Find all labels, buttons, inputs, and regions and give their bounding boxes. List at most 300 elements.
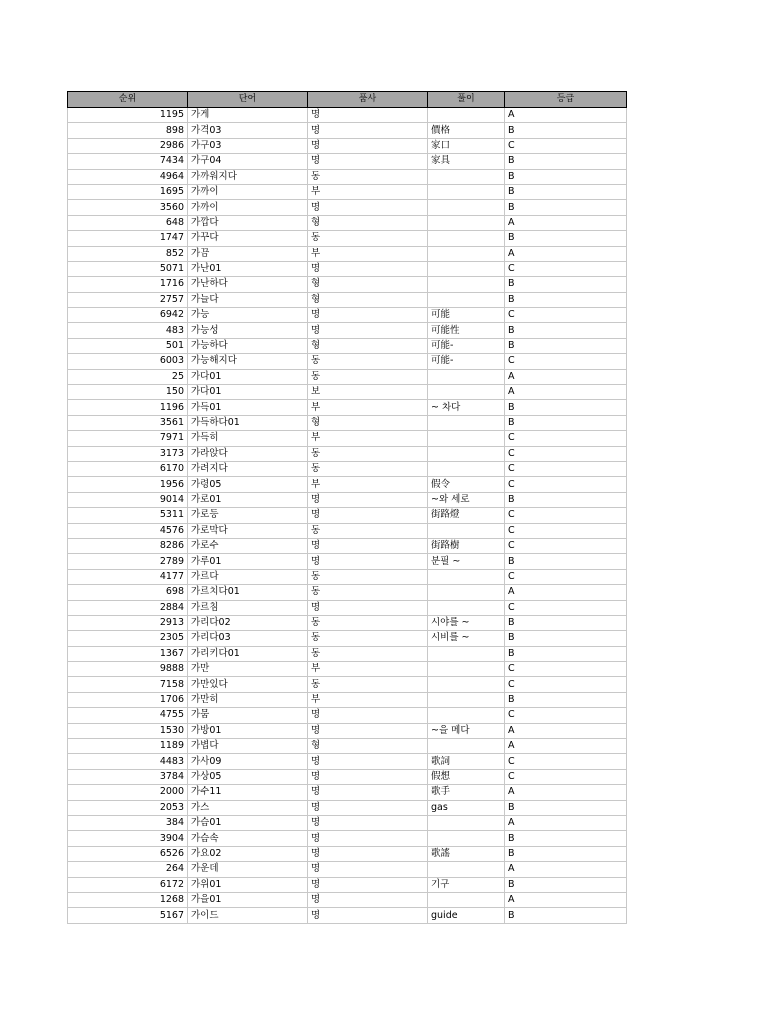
table-row — [68, 292, 627, 307]
cell-pos[interactable]: 동 — [308, 231, 428, 246]
cell-word[interactable]: 가르다 — [188, 569, 308, 584]
cell-gloss[interactable]: 街路樹 — [428, 538, 505, 553]
header-word[interactable]: 단어 — [188, 92, 308, 108]
cell-word[interactable]: 가격03 — [188, 123, 308, 138]
cell-rank[interactable]: 5311 — [68, 508, 188, 523]
cell-word[interactable]: 가령05 — [188, 477, 308, 492]
cell-rank[interactable]: 4576 — [68, 523, 188, 538]
cell-rank[interactable]: 4177 — [68, 569, 188, 584]
table-row — [68, 200, 627, 215]
cell-gloss[interactable] — [428, 692, 505, 707]
table-row — [68, 354, 627, 369]
cell-rank[interactable]: 898 — [68, 123, 188, 138]
cell-gloss[interactable] — [428, 431, 505, 446]
table-row — [68, 846, 627, 861]
cell-grade[interactable]: A — [505, 815, 627, 830]
cell-gloss[interactable] — [428, 261, 505, 276]
cell-word[interactable]: 가끔 — [188, 246, 308, 261]
cell-gloss[interactable]: 시야를 ~ — [428, 615, 505, 630]
header-pos[interactable]: 품사 — [308, 92, 428, 108]
cell-grade[interactable]: A — [505, 739, 627, 754]
cell-grade[interactable]: A — [505, 215, 627, 230]
table-row — [68, 415, 627, 430]
cell-rank[interactable]: 7971 — [68, 431, 188, 446]
cell-grade[interactable]: C — [505, 754, 627, 769]
cell-pos[interactable]: 부 — [308, 477, 428, 492]
cell-word[interactable]: 가게 — [188, 108, 308, 123]
cell-pos[interactable]: 동 — [308, 523, 428, 538]
cell-pos[interactable]: 부 — [308, 662, 428, 677]
cell-pos[interactable]: 명 — [308, 831, 428, 846]
cell-pos[interactable]: 동 — [308, 569, 428, 584]
cell-pos[interactable]: 명 — [308, 538, 428, 553]
cell-rank[interactable]: 4964 — [68, 169, 188, 184]
cell-pos[interactable]: 형 — [308, 277, 428, 292]
cell-gloss[interactable]: 價格 — [428, 123, 505, 138]
table-row — [68, 338, 627, 353]
cell-grade[interactable]: C — [505, 431, 627, 446]
cell-rank[interactable]: 6170 — [68, 461, 188, 476]
cell-gloss[interactable] — [428, 461, 505, 476]
cell-pos[interactable]: 명 — [308, 769, 428, 784]
table-row — [68, 692, 627, 707]
cell-rank[interactable]: 6003 — [68, 354, 188, 369]
cell-gloss[interactable]: 假想 — [428, 769, 505, 784]
cell-rank[interactable]: 150 — [68, 385, 188, 400]
cell-grade[interactable]: A — [505, 369, 627, 384]
table-row — [68, 708, 627, 723]
cell-gloss[interactable]: 可能- — [428, 338, 505, 353]
cell-pos[interactable]: 명 — [308, 800, 428, 815]
cell-rank[interactable]: 1530 — [68, 723, 188, 738]
cell-gloss[interactable] — [428, 815, 505, 830]
cell-pos[interactable]: 동 — [308, 169, 428, 184]
cell-rank[interactable]: 3560 — [68, 200, 188, 215]
cell-word[interactable]: 가난01 — [188, 261, 308, 276]
cell-word[interactable]: 가리다03 — [188, 631, 308, 646]
cell-pos[interactable]: 형 — [308, 292, 428, 307]
cell-gloss[interactable] — [428, 369, 505, 384]
cell-rank[interactable]: 2757 — [68, 292, 188, 307]
cell-pos[interactable]: 동 — [308, 446, 428, 461]
table-row — [68, 538, 627, 553]
cell-grade[interactable]: C — [505, 354, 627, 369]
table-row — [68, 800, 627, 815]
cell-gloss[interactable]: 可能 — [428, 308, 505, 323]
cell-gloss[interactable]: ~ 차다 — [428, 400, 505, 415]
cell-grade[interactable]: B — [505, 277, 627, 292]
cell-pos[interactable]: 명 — [308, 785, 428, 800]
cell-rank[interactable]: 1268 — [68, 892, 188, 907]
cell-grade[interactable]: C — [505, 662, 627, 677]
cell-pos[interactable]: 명 — [308, 862, 428, 877]
cell-pos[interactable]: 명 — [308, 877, 428, 892]
cell-gloss[interactable] — [428, 831, 505, 846]
cell-word[interactable]: 가난하다 — [188, 277, 308, 292]
cell-rank[interactable]: 7158 — [68, 677, 188, 692]
cell-rank[interactable]: 6526 — [68, 846, 188, 861]
cell-gloss[interactable] — [428, 600, 505, 615]
table-row — [68, 769, 627, 784]
cell-word[interactable]: 가능성 — [188, 323, 308, 338]
cell-pos[interactable]: 동 — [308, 631, 428, 646]
cell-pos[interactable]: 동 — [308, 585, 428, 600]
cell-rank[interactable]: 5071 — [68, 261, 188, 276]
cell-grade[interactable]: B — [505, 184, 627, 199]
cell-pos[interactable]: 부 — [308, 246, 428, 261]
cell-gloss[interactable]: 街路燈 — [428, 508, 505, 523]
cell-rank[interactable]: 501 — [68, 338, 188, 353]
cell-rank[interactable]: 2789 — [68, 554, 188, 569]
cell-gloss[interactable] — [428, 231, 505, 246]
cell-grade[interactable]: B — [505, 615, 627, 630]
cell-rank[interactable]: 4755 — [68, 708, 188, 723]
cell-word[interactable]: 가구03 — [188, 138, 308, 153]
cell-grade[interactable]: B — [505, 169, 627, 184]
cell-grade[interactable]: B — [505, 338, 627, 353]
cell-pos[interactable]: 명 — [308, 892, 428, 907]
table-row — [68, 385, 627, 400]
cell-word[interactable]: 가만 — [188, 662, 308, 677]
cell-pos[interactable]: 부 — [308, 184, 428, 199]
cell-rank[interactable]: 6942 — [68, 308, 188, 323]
cell-pos[interactable]: 명 — [308, 261, 428, 276]
cell-pos[interactable]: 형 — [308, 338, 428, 353]
table-row — [68, 585, 627, 600]
cell-grade[interactable]: C — [505, 677, 627, 692]
cell-pos[interactable]: 명 — [308, 323, 428, 338]
cell-gloss[interactable] — [428, 415, 505, 430]
cell-gloss[interactable] — [428, 892, 505, 907]
cell-word[interactable]: 가까이 — [188, 200, 308, 215]
cell-gloss[interactable] — [428, 215, 505, 230]
table-row — [68, 908, 627, 923]
cell-gloss[interactable] — [428, 277, 505, 292]
cell-grade[interactable]: C — [505, 538, 627, 553]
table-row — [68, 231, 627, 246]
cell-word[interactable]: 가운데 — [188, 862, 308, 877]
cell-pos[interactable]: 동 — [308, 677, 428, 692]
cell-pos[interactable]: 보 — [308, 385, 428, 400]
cell-grade[interactable]: A — [505, 585, 627, 600]
cell-word[interactable]: 가로등 — [188, 508, 308, 523]
cell-rank[interactable]: 6172 — [68, 877, 188, 892]
cell-word[interactable]: 가스 — [188, 800, 308, 815]
cell-pos[interactable]: 부 — [308, 400, 428, 415]
cell-pos[interactable]: 형 — [308, 415, 428, 430]
cell-grade[interactable]: B — [505, 800, 627, 815]
table-row — [68, 215, 627, 230]
cell-gloss[interactable] — [428, 108, 505, 123]
cell-pos[interactable]: 형 — [308, 215, 428, 230]
cell-rank[interactable]: 2000 — [68, 785, 188, 800]
cell-pos[interactable]: 명 — [308, 600, 428, 615]
cell-rank[interactable]: 25 — [68, 369, 188, 384]
cell-word[interactable]: 가방01 — [188, 723, 308, 738]
cell-gloss[interactable] — [428, 677, 505, 692]
cell-grade[interactable]: C — [505, 138, 627, 153]
cell-rank[interactable]: 264 — [68, 862, 188, 877]
cell-grade[interactable]: B — [505, 692, 627, 707]
cell-word[interactable]: 가리키다01 — [188, 646, 308, 661]
cell-rank[interactable]: 1706 — [68, 692, 188, 707]
cell-gloss[interactable]: 可能- — [428, 354, 505, 369]
cell-pos[interactable]: 형 — [308, 739, 428, 754]
cell-gloss[interactable] — [428, 646, 505, 661]
cell-word[interactable]: 가슴속 — [188, 831, 308, 846]
cell-pos[interactable]: 명 — [308, 508, 428, 523]
vocabulary-table — [67, 91, 627, 924]
table-row — [68, 892, 627, 907]
cell-word[interactable]: 가까워지다 — [188, 169, 308, 184]
cell-rank[interactable]: 2305 — [68, 631, 188, 646]
cell-word[interactable]: 가사09 — [188, 754, 308, 769]
cell-rank[interactable]: 648 — [68, 215, 188, 230]
cell-rank[interactable]: 3173 — [68, 446, 188, 461]
cell-grade[interactable]: A — [505, 246, 627, 261]
cell-grade[interactable]: B — [505, 846, 627, 861]
table-row — [68, 446, 627, 461]
cell-gloss[interactable] — [428, 184, 505, 199]
table-row — [68, 308, 627, 323]
cell-pos[interactable]: 명 — [308, 708, 428, 723]
cell-pos[interactable]: 명 — [308, 554, 428, 569]
cell-word[interactable]: 가위01 — [188, 877, 308, 892]
cell-grade[interactable]: B — [505, 877, 627, 892]
header-gloss[interactable]: 풀이 — [428, 92, 505, 108]
cell-word[interactable]: 가로막다 — [188, 523, 308, 538]
cell-rank[interactable]: 1196 — [68, 400, 188, 415]
cell-grade[interactable]: B — [505, 831, 627, 846]
cell-pos[interactable]: 부 — [308, 431, 428, 446]
cell-gloss[interactable]: ~을 메다 — [428, 723, 505, 738]
cell-gloss[interactable]: 분필 ~ — [428, 554, 505, 569]
cell-grade[interactable]: C — [505, 569, 627, 584]
cell-word[interactable]: 가볍다 — [188, 739, 308, 754]
cell-word[interactable]: 가로수 — [188, 538, 308, 553]
table-row — [68, 431, 627, 446]
cell-gloss[interactable]: 歌手 — [428, 785, 505, 800]
cell-word[interactable]: 가늘다 — [188, 292, 308, 307]
cell-gloss[interactable]: 假令 — [428, 477, 505, 492]
cell-rank[interactable]: 9888 — [68, 662, 188, 677]
cell-word[interactable]: 가슴01 — [188, 815, 308, 830]
table-row — [68, 646, 627, 661]
cell-grade[interactable]: C — [505, 708, 627, 723]
cell-grade[interactable]: B — [505, 154, 627, 169]
cell-pos[interactable]: 명 — [308, 815, 428, 830]
cell-word[interactable]: 가다01 — [188, 385, 308, 400]
cell-word[interactable]: 가득히 — [188, 431, 308, 446]
cell-grade[interactable]: C — [505, 508, 627, 523]
cell-rank[interactable]: 4483 — [68, 754, 188, 769]
cell-word[interactable]: 가능하다 — [188, 338, 308, 353]
cell-gloss[interactable] — [428, 739, 505, 754]
cell-word[interactable]: 가이드 — [188, 908, 308, 923]
cell-gloss[interactable] — [428, 169, 505, 184]
cell-word[interactable]: 가만히 — [188, 692, 308, 707]
cell-word[interactable]: 가능 — [188, 308, 308, 323]
cell-rank[interactable]: 5167 — [68, 908, 188, 923]
table-row — [68, 831, 627, 846]
cell-pos[interactable]: 명 — [308, 108, 428, 123]
cell-rank[interactable]: 698 — [68, 585, 188, 600]
cell-grade[interactable]: B — [505, 554, 627, 569]
cell-rank[interactable]: 2913 — [68, 615, 188, 630]
cell-pos[interactable]: 명 — [308, 492, 428, 507]
cell-pos[interactable]: 동 — [308, 461, 428, 476]
cell-rank[interactable]: 2053 — [68, 800, 188, 815]
cell-gloss[interactable] — [428, 446, 505, 461]
table-row — [68, 723, 627, 738]
cell-grade[interactable]: A — [505, 892, 627, 907]
cell-rank[interactable]: 3784 — [68, 769, 188, 784]
cell-gloss[interactable] — [428, 569, 505, 584]
cell-word[interactable]: 가라앉다 — [188, 446, 308, 461]
cell-gloss[interactable]: 歌謠 — [428, 846, 505, 861]
cell-rank[interactable]: 384 — [68, 815, 188, 830]
cell-rank[interactable]: 1747 — [68, 231, 188, 246]
cell-grade[interactable]: C — [505, 461, 627, 476]
cell-rank[interactable]: 1695 — [68, 184, 188, 199]
table-row — [68, 492, 627, 507]
cell-pos[interactable]: 명 — [308, 138, 428, 153]
cell-pos[interactable]: 명 — [308, 308, 428, 323]
cell-word[interactable]: 가상05 — [188, 769, 308, 784]
cell-gloss[interactable] — [428, 662, 505, 677]
cell-pos[interactable]: 명 — [308, 723, 428, 738]
cell-gloss[interactable]: 可能性 — [428, 323, 505, 338]
cell-grade[interactable]: C — [505, 477, 627, 492]
cell-word[interactable]: 가려지다 — [188, 461, 308, 476]
cell-rank[interactable]: 1189 — [68, 739, 188, 754]
cell-rank[interactable]: 3904 — [68, 831, 188, 846]
cell-word[interactable]: 가수11 — [188, 785, 308, 800]
cell-word[interactable]: 가다01 — [188, 369, 308, 384]
cell-word[interactable]: 가로01 — [188, 492, 308, 507]
cell-grade[interactable]: B — [505, 231, 627, 246]
cell-word[interactable]: 가능해지다 — [188, 354, 308, 369]
cell-pos[interactable]: 명 — [308, 908, 428, 923]
table-row — [68, 108, 627, 123]
table-row — [68, 615, 627, 630]
cell-grade[interactable]: B — [505, 400, 627, 415]
cell-rank[interactable]: 852 — [68, 246, 188, 261]
cell-gloss[interactable]: 家口 — [428, 138, 505, 153]
cell-word[interactable]: 가꾸다 — [188, 231, 308, 246]
cell-rank[interactable]: 2986 — [68, 138, 188, 153]
cell-pos[interactable]: 명 — [308, 154, 428, 169]
cell-pos[interactable]: 명 — [308, 123, 428, 138]
cell-grade[interactable]: C — [505, 600, 627, 615]
cell-word[interactable]: 가구04 — [188, 154, 308, 169]
cell-gloss[interactable]: ~와 세로 — [428, 492, 505, 507]
cell-grade[interactable]: B — [505, 646, 627, 661]
cell-grade[interactable]: C — [505, 446, 627, 461]
cell-pos[interactable]: 동 — [308, 615, 428, 630]
cell-rank[interactable]: 1956 — [68, 477, 188, 492]
cell-gloss[interactable] — [428, 708, 505, 723]
table-row — [68, 477, 627, 492]
cell-grade[interactable]: A — [505, 862, 627, 877]
cell-word[interactable]: 가뭄 — [188, 708, 308, 723]
cell-grade[interactable]: A — [505, 385, 627, 400]
cell-grade[interactable]: A — [505, 723, 627, 738]
cell-rank[interactable]: 3561 — [68, 415, 188, 430]
cell-rank[interactable]: 9014 — [68, 492, 188, 507]
cell-gloss[interactable] — [428, 862, 505, 877]
cell-word[interactable]: 가루01 — [188, 554, 308, 569]
cell-word[interactable]: 가득하다01 — [188, 415, 308, 430]
cell-grade[interactable]: B — [505, 123, 627, 138]
cell-pos[interactable]: 명 — [308, 754, 428, 769]
cell-gloss[interactable] — [428, 585, 505, 600]
cell-grade[interactable]: C — [505, 769, 627, 784]
cell-pos[interactable]: 동 — [308, 369, 428, 384]
cell-grade[interactable]: B — [505, 415, 627, 430]
cell-pos[interactable]: 동 — [308, 646, 428, 661]
cell-word[interactable]: 가까이 — [188, 184, 308, 199]
cell-pos[interactable]: 명 — [308, 200, 428, 215]
cell-word[interactable]: 가득01 — [188, 400, 308, 415]
cell-rank[interactable]: 1716 — [68, 277, 188, 292]
cell-gloss[interactable]: 歌詞 — [428, 754, 505, 769]
cell-gloss[interactable]: 家具 — [428, 154, 505, 169]
cell-gloss[interactable]: 시비를 ~ — [428, 631, 505, 646]
cell-gloss[interactable] — [428, 385, 505, 400]
table-row — [68, 169, 627, 184]
cell-rank[interactable]: 7434 — [68, 154, 188, 169]
header-rank[interactable]: 순위 — [68, 92, 188, 108]
cell-grade[interactable]: C — [505, 308, 627, 323]
cell-grade[interactable]: B — [505, 631, 627, 646]
cell-rank[interactable]: 1367 — [68, 646, 188, 661]
cell-gloss[interactable]: guide — [428, 908, 505, 923]
cell-grade[interactable]: A — [505, 785, 627, 800]
cell-gloss[interactable] — [428, 292, 505, 307]
cell-word[interactable]: 가리다02 — [188, 615, 308, 630]
cell-gloss[interactable]: gas — [428, 800, 505, 815]
cell-pos[interactable]: 부 — [308, 692, 428, 707]
cell-grade[interactable]: A — [505, 108, 627, 123]
cell-grade[interactable]: B — [505, 323, 627, 338]
cell-grade[interactable]: B — [505, 908, 627, 923]
cell-grade[interactable]: B — [505, 492, 627, 507]
cell-pos[interactable]: 동 — [308, 354, 428, 369]
cell-pos[interactable]: 명 — [308, 846, 428, 861]
cell-gloss[interactable]: 기구 — [428, 877, 505, 892]
cell-rank[interactable]: 8286 — [68, 538, 188, 553]
cell-rank[interactable]: 2884 — [68, 600, 188, 615]
cell-rank[interactable]: 483 — [68, 323, 188, 338]
cell-grade[interactable]: C — [505, 523, 627, 538]
cell-word[interactable]: 가을01 — [188, 892, 308, 907]
cell-word[interactable]: 가르치다01 — [188, 585, 308, 600]
cell-grade[interactable]: B — [505, 292, 627, 307]
cell-word[interactable]: 가르침 — [188, 600, 308, 615]
table-row — [68, 508, 627, 523]
cell-gloss[interactable] — [428, 523, 505, 538]
cell-word[interactable]: 가요02 — [188, 846, 308, 861]
header-grade[interactable]: 등급 — [505, 92, 627, 108]
cell-word[interactable]: 가만있다 — [188, 677, 308, 692]
cell-rank[interactable]: 1195 — [68, 108, 188, 123]
cell-grade[interactable]: C — [505, 261, 627, 276]
cell-gloss[interactable] — [428, 246, 505, 261]
cell-gloss[interactable] — [428, 200, 505, 215]
cell-grade[interactable]: B — [505, 200, 627, 215]
cell-word[interactable]: 가깝다 — [188, 215, 308, 230]
